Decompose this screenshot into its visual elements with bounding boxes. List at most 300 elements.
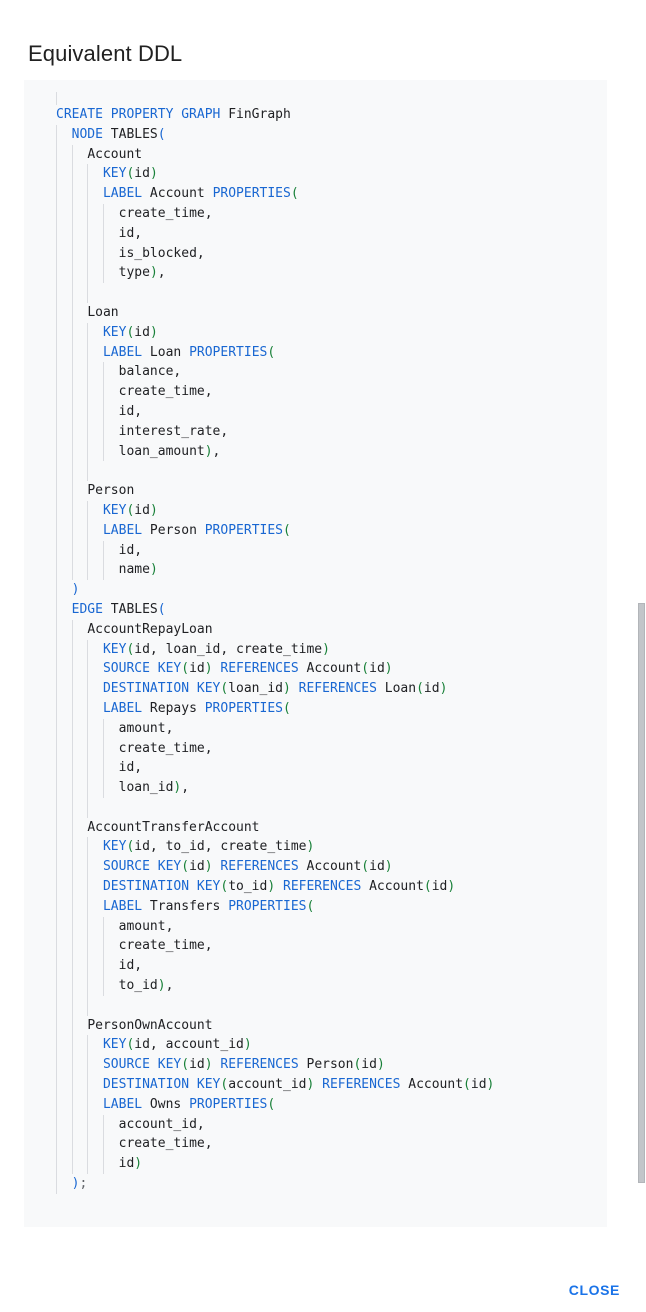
code-token: ( [361, 859, 370, 875]
code-line [56, 1174, 607, 1194]
indent-guide [56, 600, 57, 620]
code-token: ) [486, 1077, 495, 1093]
code-token: ( [353, 1057, 362, 1073]
indent-spaces [56, 998, 103, 1013]
code-line [56, 541, 607, 561]
code-line [56, 600, 607, 620]
code-token: create_time, [118, 1136, 213, 1152]
indent-spaces [56, 839, 103, 854]
code-token: LABEL [102, 1096, 143, 1112]
code-line [56, 1075, 607, 1095]
indent-guide [72, 204, 73, 224]
code-token: PROPERTIES [204, 522, 284, 538]
indent-guide [56, 461, 57, 481]
code-token: Account [298, 859, 362, 875]
code-token: DESTINATION KEY [102, 681, 221, 697]
indent-guide [72, 323, 73, 343]
code-line [56, 204, 607, 224]
code-line [56, 936, 607, 956]
code-line [56, 442, 607, 462]
code-token: ) [204, 1057, 213, 1073]
indent-guide [72, 798, 73, 818]
code-line [56, 1035, 607, 1055]
indent-guide [56, 164, 57, 184]
code-token: LABEL [102, 700, 143, 716]
indent-guide [56, 1095, 57, 1115]
code-token: interest_rate, [118, 423, 229, 439]
indent-guide [87, 699, 88, 719]
code-token: ( [126, 502, 135, 518]
indent-guide [87, 422, 88, 442]
code-line [56, 699, 607, 719]
code-token: SOURCE KEY [102, 859, 182, 875]
indent-guide [87, 184, 88, 204]
code-token: Account [361, 879, 424, 895]
indent-guide [72, 640, 73, 660]
code-line [56, 758, 607, 778]
code-token: to_id [118, 978, 158, 994]
code-line [56, 1154, 607, 1174]
code-token: ( [290, 186, 299, 202]
code-token: CREATE PROPERTY GRAPH [56, 107, 221, 122]
indent-guide [56, 620, 57, 640]
indent-guide [103, 956, 104, 976]
indent-guide [72, 917, 73, 937]
indent-guide [103, 778, 104, 798]
indent-spaces [56, 345, 103, 360]
code-token: ) [384, 859, 393, 875]
code-token: Repays [142, 700, 205, 716]
code-token: , [212, 443, 221, 459]
indent-guide [56, 1115, 57, 1135]
indent-guide [87, 857, 88, 877]
indent-guide [72, 719, 73, 739]
code-token: Account [400, 1077, 464, 1093]
indent-guide [56, 897, 57, 917]
code-line [56, 224, 607, 244]
indent-guide [72, 976, 73, 996]
code-line [56, 837, 607, 857]
code-token: ) [267, 879, 276, 895]
code-token: id [369, 661, 385, 677]
indent-guide [72, 303, 73, 323]
indent-guide [56, 917, 57, 937]
indent-guide [103, 1115, 104, 1135]
indent-guide [72, 224, 73, 244]
indent-guide [72, 1035, 73, 1055]
indent-guide [72, 1095, 73, 1115]
indent-guide [87, 1055, 88, 1075]
code-line [56, 976, 607, 996]
indent-guide [56, 1055, 57, 1075]
code-line [56, 580, 607, 600]
code-token: Owns [142, 1096, 190, 1112]
code-token [314, 1077, 322, 1092]
code-token: Person [142, 522, 205, 538]
code-line [56, 184, 607, 204]
indent-guide [87, 877, 88, 897]
indent-guide [56, 857, 57, 877]
code-line [56, 1095, 607, 1115]
indent-spaces [56, 1097, 103, 1112]
code-token: id [134, 324, 150, 340]
indent-guide [72, 818, 73, 838]
indent-guide [103, 917, 104, 937]
code-token: KEY [102, 839, 127, 855]
code-line [56, 402, 607, 422]
close-button[interactable]: CLOSE [561, 1276, 628, 1304]
code-token: ( [220, 1077, 229, 1093]
code-token: ( [126, 641, 135, 657]
code-token: ( [220, 879, 229, 895]
indent-guide [87, 1075, 88, 1095]
code-token: ( [157, 601, 166, 617]
indent-guide [56, 422, 57, 442]
indent-guide [87, 501, 88, 521]
indent-guide [56, 501, 57, 521]
code-line [56, 343, 607, 363]
code-token: ) [306, 1077, 315, 1093]
code-line [56, 501, 607, 521]
indent-guide [87, 442, 88, 462]
indent-guide [72, 442, 73, 462]
code-token: ) [149, 562, 158, 578]
code-token: SOURCE KEY [102, 661, 182, 677]
indent-guide [103, 758, 104, 778]
indent-guide [56, 1174, 57, 1194]
indent-guide [87, 362, 88, 382]
code-token: amount, [118, 918, 174, 934]
code-token [275, 879, 283, 894]
indent-guide [87, 164, 88, 184]
code-token: LABEL [102, 898, 143, 914]
indent-guide [87, 679, 88, 699]
code-token: KEY [102, 1037, 127, 1053]
indent-guide [72, 1075, 73, 1095]
code-line [56, 739, 607, 759]
indent-guide [72, 501, 73, 521]
code-token: id, account_id [134, 1037, 244, 1053]
indent-guide [87, 758, 88, 778]
code-line [56, 323, 607, 343]
code-token: create_time, [118, 740, 213, 756]
code-token: id [369, 859, 385, 875]
indent-spaces [56, 285, 103, 300]
indent-guide [56, 145, 57, 165]
code-token: ( [423, 879, 432, 895]
indent-guide [103, 541, 104, 561]
code-token: id [431, 879, 448, 895]
indent-guide [72, 956, 73, 976]
code-token: ( [181, 859, 190, 875]
code-token: KEY [102, 502, 127, 518]
indent-guide [72, 837, 73, 857]
code-token: ( [157, 126, 166, 142]
code-token: EDGE [71, 601, 103, 617]
indent-guide [103, 442, 104, 462]
code-line [56, 1016, 607, 1036]
indent-guide [72, 422, 73, 442]
indent-guide [103, 244, 104, 264]
indent-spaces [56, 681, 103, 696]
indent-spaces [56, 325, 103, 340]
indent-guide [72, 244, 73, 264]
code-token: REFERENCES [220, 1057, 299, 1073]
code-line [56, 105, 607, 125]
code-line [56, 857, 607, 877]
indent-guide [103, 560, 104, 580]
code-token: Loan [376, 681, 417, 697]
code-line [56, 145, 607, 165]
indent-guide [87, 323, 88, 343]
code-token: loan_id [228, 681, 283, 697]
code-token: TABLES [102, 126, 158, 142]
code-token: account_id [228, 1077, 307, 1093]
indent-guide [87, 1095, 88, 1115]
indent-spaces [56, 800, 103, 815]
indent-guide [56, 956, 57, 976]
indent-guide [56, 679, 57, 699]
indent-guide [56, 976, 57, 996]
indent-guide [87, 402, 88, 422]
code-line [56, 897, 607, 917]
indent-guide [56, 818, 57, 838]
indent-guide [56, 92, 57, 105]
indent-spaces [56, 1057, 103, 1072]
code-token: id [189, 1057, 205, 1073]
indent-guide [72, 857, 73, 877]
code-token: ( [181, 1057, 190, 1073]
code-token: KEY [102, 324, 127, 340]
scrollbar-thumb[interactable] [638, 603, 645, 1183]
indent-guide [87, 659, 88, 679]
code-line [56, 461, 607, 481]
code-line [56, 1055, 607, 1075]
indent-guide [87, 996, 88, 1016]
code-token: SOURCE KEY [102, 1057, 182, 1073]
code-line [56, 362, 607, 382]
code-token: REFERENCES [298, 681, 377, 697]
code-line [56, 422, 607, 442]
indent-guide [56, 382, 57, 402]
code-token: ( [267, 1096, 276, 1112]
code-line [56, 382, 607, 402]
code-token: FinGraph [220, 107, 291, 122]
indent-guide [56, 402, 57, 422]
page-title: Equivalent DDL [28, 40, 183, 66]
indent-guide [87, 224, 88, 244]
indent-guide [56, 362, 57, 382]
indent-guide [103, 402, 104, 422]
indent-guide [72, 283, 73, 303]
code-token: ) [71, 1176, 80, 1192]
code-token: , [181, 780, 190, 796]
indent-guide [72, 739, 73, 759]
code-token: id [189, 859, 205, 875]
indent-guide [56, 481, 57, 501]
indent-guide [103, 362, 104, 382]
indent-guide [87, 798, 88, 818]
indent-guide [56, 244, 57, 264]
code-token: create_time, [118, 938, 213, 954]
code-token: PersonOwnAccount [87, 1017, 213, 1033]
indent-guide [103, 936, 104, 956]
indent-guide [72, 1115, 73, 1135]
indent-guide [87, 560, 88, 580]
code-token: id, [118, 760, 143, 776]
code-token: Loan [87, 304, 119, 320]
indent-spaces [56, 186, 103, 201]
code-token: Account [142, 186, 213, 202]
code-token: , [157, 265, 166, 281]
indent-guide [87, 283, 88, 303]
indent-guide [87, 263, 88, 283]
code-token: PROPERTIES [204, 700, 284, 716]
code-token: ( [220, 681, 229, 697]
indent-guide [87, 719, 88, 739]
code-line [56, 283, 607, 303]
code-line [56, 719, 607, 739]
indent-spaces [56, 1037, 103, 1052]
code-token: id, [118, 225, 143, 241]
code-token: ( [181, 661, 190, 677]
code-token: REFERENCES [220, 661, 299, 677]
code-token: ) [204, 443, 213, 459]
code-token: id [470, 1077, 487, 1093]
code-token: ) [149, 265, 158, 281]
code-token: Account [298, 661, 362, 677]
indent-guide [56, 877, 57, 897]
indent-guide [56, 798, 57, 818]
code-token: ( [283, 700, 291, 716]
indent-guide [87, 778, 88, 798]
indent-guide [56, 442, 57, 462]
indent-guide [56, 719, 57, 739]
indent-guide [56, 837, 57, 857]
code-token: ; [79, 1176, 88, 1192]
code-token: ) [71, 582, 80, 598]
indent-guide [56, 1075, 57, 1095]
code-token: loan_amount [118, 443, 205, 459]
code-token: id, to_id, create_time [134, 839, 307, 855]
indent-guide [56, 659, 57, 679]
code-token: ) [204, 661, 213, 677]
indent-guide [72, 659, 73, 679]
code-token: ) [243, 1037, 252, 1053]
code-token: ( [126, 166, 135, 182]
code-token: ) [322, 641, 330, 657]
code-line [56, 125, 607, 145]
code-line [56, 244, 607, 264]
indent-guide [87, 461, 88, 481]
code-token: ) [306, 839, 315, 855]
indent-guide [87, 936, 88, 956]
code-line [56, 659, 607, 679]
indent-guide [87, 343, 88, 363]
code-line [56, 164, 607, 184]
indent-guide [56, 699, 57, 719]
indent-guide [87, 1115, 88, 1135]
code-token: LABEL [102, 344, 143, 360]
indent-guide [72, 343, 73, 363]
code-token: ( [361, 661, 370, 677]
indent-guide [56, 1035, 57, 1055]
code-token: PROPERTIES [189, 344, 268, 360]
indent-guide [56, 204, 57, 224]
indent-guide [87, 521, 88, 541]
indent-guide [103, 263, 104, 283]
indent-spaces [56, 859, 103, 874]
code-token: ( [267, 344, 276, 360]
code-line [56, 521, 607, 541]
indent-guide [72, 897, 73, 917]
indent-guide [72, 758, 73, 778]
code-line [56, 620, 607, 640]
code-token: KEY [102, 641, 127, 657]
indent-guide [72, 877, 73, 897]
indent-guide [72, 1154, 73, 1174]
code-token: ( [283, 522, 291, 538]
indent-guide [56, 263, 57, 283]
indent-guide [87, 640, 88, 660]
indent-guide [56, 303, 57, 323]
indent-guide [87, 917, 88, 937]
code-token: to_id [228, 879, 268, 895]
indent-guide [56, 541, 57, 561]
code-line [56, 917, 607, 937]
indent-guide [87, 976, 88, 996]
code-token: LABEL [102, 522, 143, 538]
indent-guide [72, 382, 73, 402]
code-token: ) [384, 661, 393, 677]
indent-guide [87, 956, 88, 976]
code-line [56, 263, 607, 283]
indent-guide [56, 521, 57, 541]
indent-guide [103, 382, 104, 402]
code-line [56, 1134, 607, 1154]
code-token: id [134, 502, 150, 518]
code-token: amount, [118, 720, 174, 736]
code-token: DESTINATION KEY [102, 879, 221, 895]
code-token: ( [306, 898, 315, 914]
code-token: ) [439, 681, 448, 697]
code-token: ) [134, 1156, 143, 1172]
code-block [24, 80, 607, 1227]
indent-guide [87, 1035, 88, 1055]
code-token: id [118, 1156, 135, 1172]
code-line [56, 640, 607, 660]
code-token: Account [87, 146, 143, 162]
code-token: ) [283, 681, 291, 697]
code-token: id, [118, 958, 143, 974]
indent-guide [87, 1134, 88, 1154]
indent-spaces [56, 701, 103, 716]
indent-spaces [56, 602, 72, 617]
indent-spaces [56, 1176, 72, 1191]
indent-guide [72, 263, 73, 283]
code-token: create_time, [118, 205, 213, 221]
code-token: id, [118, 542, 143, 558]
code-token: KEY [102, 166, 127, 182]
indent-guide [72, 1016, 73, 1036]
indent-guide [56, 224, 57, 244]
indent-guide [103, 1154, 104, 1174]
code-token: balance, [118, 364, 182, 380]
indent-spaces [56, 503, 103, 518]
code-token: DESTINATION KEY [102, 1077, 221, 1093]
indent-guide [56, 560, 57, 580]
indent-guide [56, 758, 57, 778]
